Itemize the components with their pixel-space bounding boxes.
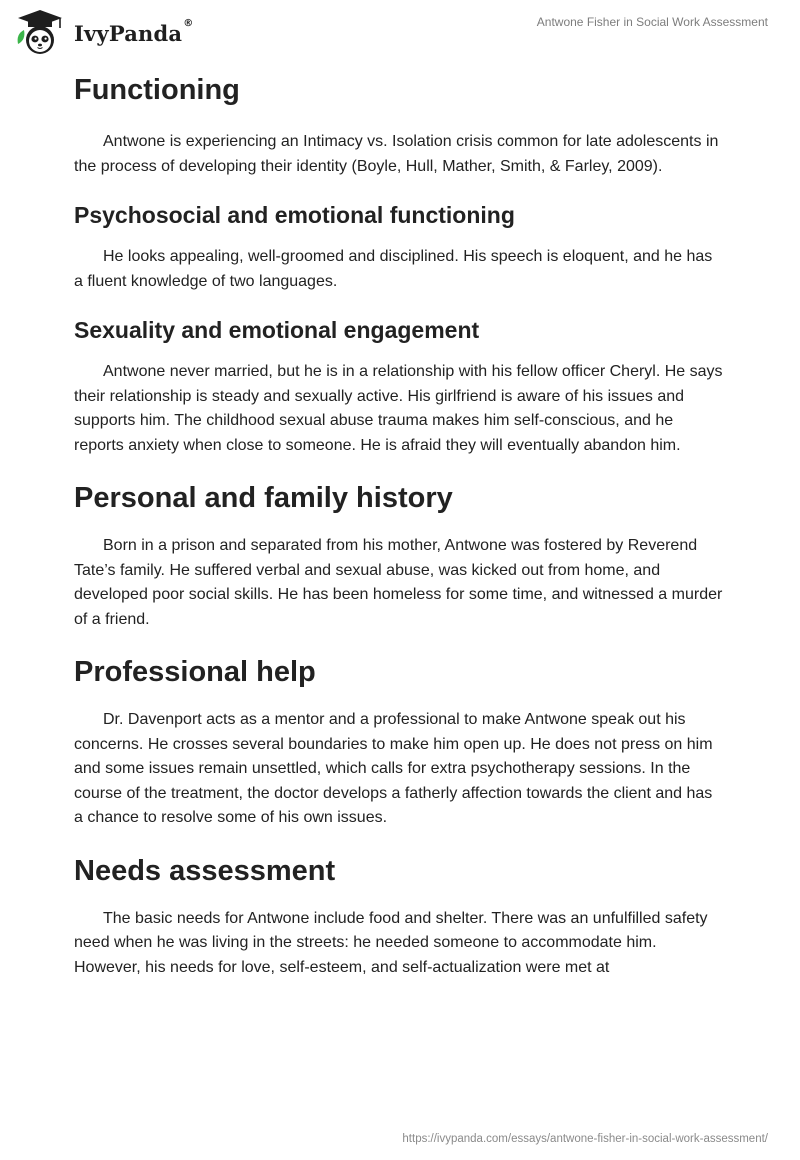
section-heading-functioning: Functioning bbox=[74, 74, 240, 106]
section-paragraph-family-history: Born in a prison and separated from his mother, Antwone was fostered by Reverend Tate’s family. He suffered verbal and sexual abuse, was kicked out from home, and developed poor social skills. He has been homeless for some time, and witnessed a murder of a friend. bbox=[74, 537, 723, 628]
section-paragraph-functioning: Antwone is experiencing an Intimacy vs. Isolation crisis common for late adolescents in the process of developing their identity (Boyle, Hull, Mather, Smith, & Farley, 2009). bbox=[74, 133, 719, 175]
section-heading-sexuality: Sexuality and emotional engagement bbox=[74, 317, 480, 343]
panda-logo-icon bbox=[14, 8, 66, 56]
section-heading-psychosocial: Psychosocial and emotional functioning bbox=[74, 202, 515, 228]
section-paragraph-professional-help: Dr. Davenport acts as a mentor and a professional to make Antwone speak out his concerns. He crosses several boundaries to make him open up. He does not press on him and some issues remain unsettled, which calls for extra psychotherapy sessions. In the course of the treatment, the doctor develops a fatherly affection towards the client and has a chance to resolve some of his own issues. bbox=[74, 711, 713, 826]
section-heading-family-history: Personal and family history bbox=[74, 482, 453, 514]
section-paragraph-sexuality: Antwone never married, but he is in a relationship with his fellow officer Cheryl. He says their relationship is steady and sexually active. His girlfriend is aware of his issues and supports him. The childhood sexual abuse trauma makes him self-conscious, and he reports anxiety when close to someone. He is afraid they will eventually abandon him. bbox=[74, 363, 723, 454]
ivypanda-logo[interactable] bbox=[14, 8, 193, 56]
brand-name: IvyPanda® bbox=[74, 17, 194, 46]
source-url-link[interactable]: https://ivypanda.com/essays/antwone-fisher-in-social-work-assessment/ bbox=[402, 1133, 768, 1145]
section-heading-professional-help: Professional help bbox=[74, 656, 316, 688]
article-body bbox=[74, 70, 724, 980]
section-paragraph-psychosocial: He looks appealing, well-groomed and disciplined. His speech is eloquent, and he has a fluent knowledge of two languages. bbox=[74, 248, 713, 290]
registered-mark: ® bbox=[183, 17, 194, 29]
section-heading-needs-assessment: Needs assessment bbox=[74, 854, 336, 887]
page-header bbox=[0, 0, 800, 60]
section-paragraph-needs-assessment: The basic needs for Antwone include food and shelter. There was an unfulfilled safety need when he was living in the streets: he needed someone to accommodate him. However, his needs for love, self-esteem, and self-actualization were met at bbox=[74, 909, 708, 976]
document-title: Antwone Fisher in Social Work Assessment bbox=[536, 15, 768, 29]
